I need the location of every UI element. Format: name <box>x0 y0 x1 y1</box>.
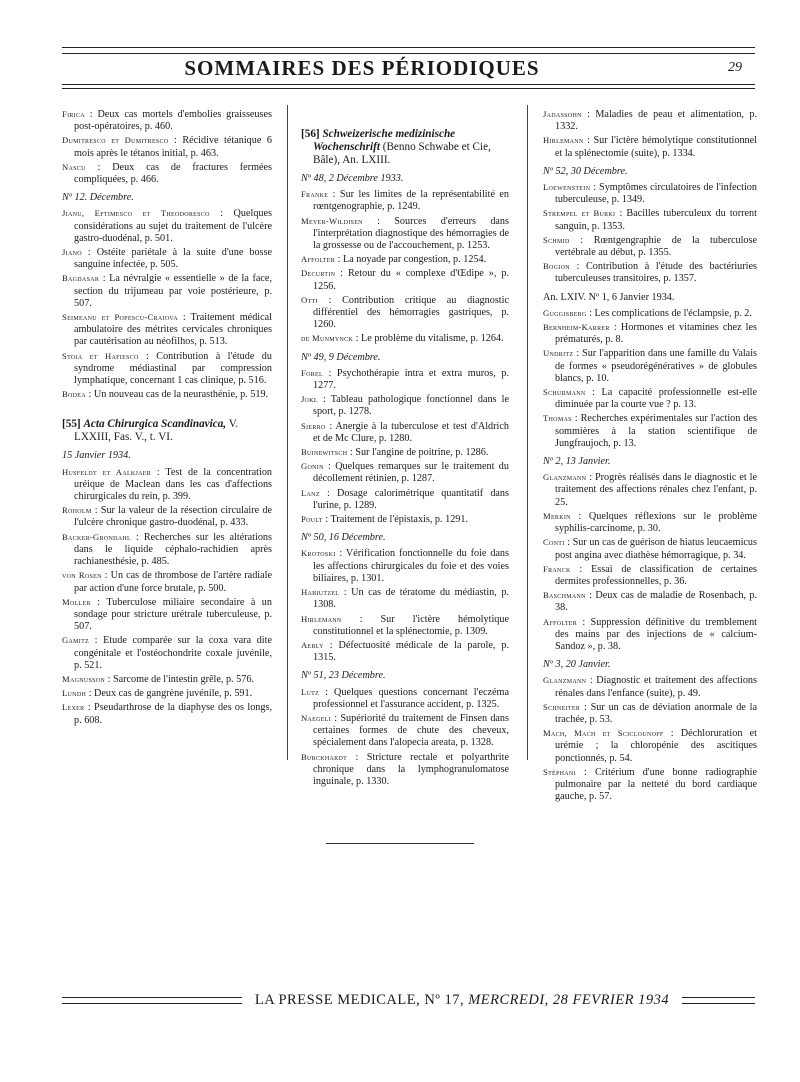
author-separator: : <box>105 673 113 685</box>
author-separator: : <box>317 394 331 406</box>
article-author: Affolter <box>543 616 578 627</box>
article-title: Tuberculose miliaire secondaire à un sondage pour stricture urétrale tuberculeuse, p. 507. <box>74 596 272 633</box>
article-entry <box>301 294 509 332</box>
author-separator: : <box>319 487 337 499</box>
article-title: La névralgie « essentielle » de la face, section du trijumeau par voie postérieure, p. 507. <box>74 273 272 309</box>
article-title: Sur l'angine de poitrine, p. 1286. <box>355 447 489 459</box>
article-entry <box>62 272 272 310</box>
journal-heading <box>62 418 272 444</box>
article-author: Firica <box>62 109 85 119</box>
article-title: Quelques questions concernant l'eczéma professionnel et l'assurance accident, p. 1325. <box>313 686 509 710</box>
footer-date: MERCREDI, 28 FEVRIER 1934 <box>468 992 670 1008</box>
article-title: Sur l'apparition dans une famille du Valais de formes « pseudorégénératives » de globules blancs, p. 10. <box>555 348 757 384</box>
article-entry <box>301 586 509 611</box>
article-entry <box>301 253 509 266</box>
article-entry <box>543 536 757 561</box>
article-author: Lundh <box>62 688 87 699</box>
article-title: Rœntgengraphie de la tuberculose vertébrale au début, p. 1355. <box>555 234 757 259</box>
article-entry <box>543 134 757 159</box>
footer-text <box>252 992 672 1009</box>
article-author: Bernheim-Karrer <box>543 322 610 333</box>
article-entry <box>543 674 757 699</box>
article-entry <box>62 466 272 504</box>
article-title: Sur la valeur de la résection circulaire de l'ulcère chronique gastro-duodénal, p. 433. <box>74 505 272 529</box>
article-author: Jiano <box>62 247 82 258</box>
article-title: Symptômes circulatoires de l'infection tuberculeuse, p. 1349. <box>555 182 757 206</box>
author-separator: : <box>335 268 348 280</box>
article-title: Pseudarthrose de la diaphyse des os longs, p. 608. <box>74 702 272 726</box>
article-entry <box>301 487 509 512</box>
author-separator: : <box>177 312 191 324</box>
article-entry <box>62 531 272 569</box>
article-title: Traitement médical ambulatoire des métrites cervicales chroniques par cautérisation au néofilhos, p. 513. <box>74 312 272 348</box>
article-title: Hormones et vitamines chez les prématurés, p. 8. <box>555 322 757 346</box>
article-author: Moller <box>62 596 91 607</box>
article-entry <box>301 712 509 750</box>
article-entry <box>543 616 757 654</box>
article-title: Sur l'ictère hémolytique constitutionnel et la splénectomie (suite), p. 1334. <box>555 135 757 159</box>
article-title: Ostéite pariétale à la suite d'une bosse sanguine infectée, p. 505. <box>74 247 272 271</box>
author-separator: : <box>590 182 600 194</box>
article-title: Sur un cas de guérison de hiatus leucaemicus post angina avec diathèse hémorragique, p. 34. <box>555 537 757 561</box>
issue-heading: Nº 51, 23 Décembre. <box>301 670 386 682</box>
article-author: Forel <box>301 367 323 378</box>
article-author: Seimeanu et Popescu-Craiova <box>62 312 178 323</box>
column-1 <box>62 108 272 728</box>
article-title: Sur les limites de la représentabilité en rœntgenographie, p. 1249. <box>313 189 509 213</box>
author-separator: : <box>85 389 94 401</box>
author-separator: : <box>335 254 343 266</box>
issue-heading: Nº 49, 9 Décembre. <box>301 351 381 363</box>
article-entry <box>543 471 757 509</box>
article-author: Habiutzel <box>301 587 340 598</box>
author-separator: : <box>86 688 95 700</box>
author-separator: : <box>319 686 335 698</box>
article-title: Essai de classification de certaines dermites professionnelles, p. 36. <box>555 563 757 587</box>
article-entry <box>301 751 509 789</box>
article-author: Schneiter <box>543 701 581 712</box>
article-author: Glanzmann <box>543 675 587 686</box>
article-title: La noyade par congestion, p. 1254. <box>343 254 487 266</box>
article-title: Quelques considérations au sujet du traitement de l'ulcère gastro-duodénal, p. 501. <box>74 208 272 244</box>
author-separator: : <box>615 208 627 220</box>
author-separator: : <box>571 413 581 425</box>
article-entry <box>543 321 757 346</box>
author-separator: : <box>585 590 596 602</box>
footer <box>62 992 755 1012</box>
article-entry <box>62 134 272 159</box>
article-title: Vérification fonctionnelle du foie dans les affections chirurgicales du foie et des voies biliaires, p. 1301. <box>313 548 509 584</box>
author-separator: : <box>317 294 343 306</box>
article-author: Franke <box>301 189 329 200</box>
article-entry <box>543 307 757 320</box>
author-separator: : <box>209 208 234 220</box>
article-author: de Munmynck <box>301 333 354 344</box>
author-separator: : <box>581 109 596 120</box>
article-entry <box>301 686 509 711</box>
article-author: von Rosen <box>62 570 102 581</box>
article-entry <box>301 420 509 445</box>
article-author: Schmid <box>543 234 570 245</box>
author-separator: : <box>101 570 111 582</box>
article-title: La capacité professionnelle est-elle diminuée par la courte vue ? p. 13. <box>555 387 757 411</box>
author-separator: : <box>91 505 101 517</box>
author-separator: : <box>138 350 157 362</box>
author-separator: : <box>609 322 621 334</box>
issue-heading: Nº 48, 2 Décembre 1933. <box>301 173 404 184</box>
author-separator: : <box>89 635 104 647</box>
author-separator: : <box>330 712 341 724</box>
article-entry <box>543 234 757 259</box>
issue-heading: 15 Janvier 1934. <box>62 450 131 462</box>
article-title: Les complications de l'éclampsie, p. 2. <box>594 307 752 319</box>
article-title: Tableau pathologique fonctionnel dans le sport, p. 1278. <box>313 394 509 418</box>
article-author: Lexer <box>62 702 85 713</box>
author-separator: : <box>569 261 586 273</box>
author-separator: : <box>570 510 589 522</box>
author-separator: : <box>586 675 597 687</box>
article-entry <box>62 701 272 726</box>
article-entry <box>301 267 509 292</box>
journal-title: Schweizerische medizinische Wochenschrift <box>313 128 456 153</box>
article-entry <box>62 311 272 349</box>
article-entry <box>62 350 272 388</box>
article-entry <box>543 181 757 206</box>
separator-rule <box>326 843 474 844</box>
article-entry <box>301 393 509 418</box>
article-entry <box>543 412 757 450</box>
article-title: Recherches sur les altérations dans le liquide céphalo-rachidien après rachianesthésie, p. 485. <box>74 531 272 568</box>
article-title: Deux cas de maladie de Rosenbach, p. 38. <box>555 590 757 614</box>
article-title: Anergie à la tuberculose et test d'Aldrich et de Mc Clure, p. 1280. <box>313 420 509 444</box>
article-author: Bodea <box>62 389 86 400</box>
footer-journal: LA PRESSE MEDICALE, <box>254 992 421 1008</box>
article-entry <box>543 727 757 765</box>
article-author: Bagdasar <box>62 273 100 284</box>
article-title: Contribution à l'étude des bactériuries tuberculeuses transitoires, p. 1357. <box>555 261 757 285</box>
article-title: Dosage calorimétrique quantitatif dans l'urine, p. 1289. <box>313 487 509 511</box>
article-author: Bogion <box>543 261 570 272</box>
article-author: Nascu <box>62 161 86 172</box>
author-separator: : <box>362 215 395 227</box>
article-author: Baschmann <box>543 590 586 601</box>
issue-heading: Nº 2, 13 Janvier. <box>543 456 611 468</box>
author-separator: : <box>339 587 352 599</box>
issue-heading: Nº 52, 30 Décembre. <box>543 165 628 177</box>
article-title: Défectuosité médicale de la parole, p. 1315. <box>313 639 509 664</box>
article-title: Maladies de peau et alimentation, p. 1332. <box>555 109 757 133</box>
article-author: Dumitresco et Dumitresco <box>62 135 169 146</box>
article-title: Diagnostic et traitement des affections rénales dans l'enfance (suite), p. 49. <box>555 675 757 699</box>
article-title: Sur un cas de déviation anormale de la trachée, p. 53. <box>555 701 757 725</box>
author-separator: : <box>347 447 356 459</box>
article-entry <box>62 634 272 672</box>
header-rule <box>62 47 755 54</box>
author-separator: : <box>583 135 594 147</box>
article-author: Magnusson <box>62 673 106 684</box>
article-author: Jianu, Eftimesco et Theodoresco <box>62 208 210 219</box>
issue-heading: Nº 50, 16 Décembre. <box>301 532 386 544</box>
journal-details: (Benno Schwabe et Cie, Bâle), An. LXIII. <box>313 141 491 166</box>
article-title: Critérium d'une bonne radiographie pulmonaire par la netteté du bord cardiaque gauche, p. 57. <box>555 766 757 803</box>
author-separator: : <box>85 161 113 173</box>
author-separator: : <box>335 548 346 560</box>
article-entry <box>62 504 272 529</box>
article-title: Sources d'erreurs dans l'interprétation diagnostique des hémorragies de la grossesse ou de l'accouchement, p. 1253. <box>313 215 509 252</box>
header-rule-lower <box>62 84 755 89</box>
author-separator: : <box>99 273 110 285</box>
article-author: Krotoski <box>301 548 336 559</box>
article-author: Lanz <box>301 487 320 498</box>
article-title: Récidive tétanique 6 mois après le tétanos initial, p. 463. <box>74 135 272 159</box>
author-separator: : <box>323 461 336 473</box>
article-title: Psychothérapie intra et extra muros, p. 1277. <box>313 367 509 392</box>
article-author: Undritz <box>543 348 574 359</box>
author-separator: : <box>81 247 97 259</box>
article-author: Decurtin <box>301 268 336 279</box>
article-author: Hirlemann <box>543 135 584 146</box>
article-title: Deux cas mortels d'embolies graisseuses post-opératoires, p. 460. <box>74 109 272 133</box>
article-entry <box>62 569 272 594</box>
article-entry <box>543 207 757 232</box>
author-separator: : <box>84 702 95 714</box>
article-title: Deux cas de gangrène juvénile, p. 591. <box>94 688 253 700</box>
author-separator: : <box>580 701 591 713</box>
article-entry <box>301 460 509 485</box>
article-title: Etude comparée sur la coxa vara dite congénitale et l'ostéochondrite coxale juvénile, p. 521. <box>74 635 272 671</box>
article-entry <box>301 215 509 253</box>
article-author: Affolter <box>301 254 336 265</box>
article-title: Bacilles tuberculeux du torrent sanguin, p. 1353. <box>555 208 757 232</box>
page-title: SOMMAIRES DES PÉRIODIQUES <box>184 56 540 80</box>
author-separator: : <box>84 109 98 120</box>
issue-heading: An. LXIV. Nº 1, 6 Janvier 1934. <box>543 291 675 303</box>
article-author: Roholm <box>62 505 92 516</box>
column-divider <box>527 105 528 760</box>
author-separator: : <box>90 596 107 608</box>
article-title: Quelques réflexions sur le problème syphilis-carcinome, p. 30. <box>555 510 757 535</box>
author-separator: : <box>586 307 595 319</box>
article-author: Aebly <box>301 639 324 650</box>
article-entry <box>62 207 272 245</box>
author-separator: : <box>353 333 362 345</box>
author-separator: : <box>325 420 336 432</box>
article-entry <box>301 639 509 664</box>
article-entry <box>62 108 272 133</box>
column-2 <box>301 108 509 789</box>
article-entry <box>543 766 757 804</box>
article-entry <box>62 687 272 700</box>
article-entry <box>301 367 509 392</box>
article-author: Strempel et Burki <box>543 208 616 219</box>
author-separator: : <box>168 135 183 147</box>
article-entry <box>301 613 509 638</box>
article-author: Schurmann <box>543 387 586 398</box>
article-author: Jadassohn <box>543 109 582 119</box>
article-entry <box>301 188 509 213</box>
article-author: Gonin <box>301 461 324 472</box>
author-separator: : <box>575 766 595 778</box>
article-title: Un nouveau cas de la neurasthénie, p. 519. <box>93 389 269 401</box>
article-entry <box>543 589 757 614</box>
article-title: Deux cas de fractures fermées compliquées, p. 466. <box>74 161 272 186</box>
article-title: Suppression définitive du tremblement des mains par des injections de « calcium-Sandoz », p. 38. <box>555 616 757 652</box>
article-title: Test de la concentration uréique de Maclean dans les cas d'affections chirurgicales du rein, p. 399. <box>74 466 273 503</box>
article-author: Franck <box>543 563 571 574</box>
article-author: Conti <box>543 537 565 548</box>
article-entry <box>301 332 509 345</box>
author-separator: : <box>570 563 592 575</box>
author-separator: : <box>322 367 337 379</box>
article-entry <box>62 596 272 634</box>
article-author: Lutz <box>301 686 320 697</box>
article-author: Guggisberg <box>543 307 587 318</box>
journal-heading <box>301 128 509 167</box>
article-title: Sarcome de l'intestin grêle, p. 576. <box>112 673 254 685</box>
journal-title: Acta Chirurgica Scandinavica, <box>83 418 227 431</box>
article-author: Gamitz <box>62 635 90 646</box>
article-author: Burckhardt <box>301 751 348 762</box>
article-title: Un cas de tératome du médiastin, p. 1308. <box>313 587 509 611</box>
article-author: Stéphani <box>543 766 576 777</box>
author-separator: : <box>573 348 583 360</box>
article-author: Poult <box>301 514 323 525</box>
issue-heading: Nº 3, 20 Janvier. <box>543 659 611 671</box>
article-title: Traitement de l'épistaxis, p. 1291. <box>330 514 469 526</box>
article-author: Hirlemann <box>301 613 342 624</box>
article-entry <box>62 388 272 401</box>
article-entry <box>543 386 757 411</box>
footer-rule-right <box>682 997 755 1004</box>
author-separator: : <box>130 531 144 543</box>
article-title: Déchloruration et urémie ; la chloropénie des ascitiques ponctionnés, p. 54. <box>555 728 757 764</box>
article-title: Stricture rectale et polyarthrite chronique dans la lymphogranulomatose inguinale, p. 1330. <box>313 751 509 787</box>
author-separator: : <box>577 616 591 628</box>
author-separator: : <box>151 466 166 478</box>
journal-details: V. LXXIII, Fas. V., t. VI. <box>74 418 239 444</box>
article-entry <box>301 513 509 526</box>
article-entry <box>543 510 757 535</box>
article-title: Contribution critique au diagnostic différentiel des hémorragies gastriques, p. 1260. <box>313 294 509 331</box>
journal-number: [55] <box>62 418 81 431</box>
article-author: Buinewitsch <box>301 447 348 458</box>
article-author: Jokl <box>301 394 318 405</box>
article-entry <box>301 446 509 459</box>
footer-issue: Nº 17, <box>424 992 465 1008</box>
article-title: Recherches expérimentales sur l'action des sommières à la station scientifique de Jungfraujoch, p. 13. <box>555 413 757 449</box>
article-entry <box>543 108 757 133</box>
author-separator: : <box>564 537 573 549</box>
article-title: Progrès réalisés dans le diagnostic et le traitement des affections rénales chez l'enfant, p. 25. <box>555 472 757 508</box>
author-separator: : <box>341 613 381 625</box>
author-separator: : <box>586 472 595 484</box>
article-title: Contribution à l'étude du syndrome médiastinal par compression lymphatique, concernant 1 cas clinique, p. 516. <box>74 350 272 387</box>
article-author: Husfeldt et Aalkjaer <box>62 466 152 477</box>
article-author: Backer-Grondahl <box>62 531 131 542</box>
issue-heading: Nº 12. Décembre. <box>62 192 134 204</box>
article-author: Loewenstein <box>543 182 591 193</box>
article-author: Naegeli <box>301 712 331 723</box>
article-title: Un cas de thrombose de l'artère radiale par action d'une force brutale, p. 500. <box>74 570 272 594</box>
author-separator: : <box>322 514 331 526</box>
page-number: 29 <box>728 60 742 75</box>
article-author: Mach, Mach et Sciclounoff <box>543 728 664 739</box>
article-entry <box>62 246 272 271</box>
article-entry <box>62 161 272 186</box>
article-entry <box>62 673 272 686</box>
author-separator: : <box>663 728 681 740</box>
article-author: Merkin <box>543 510 571 521</box>
article-entry <box>301 547 509 585</box>
article-author: Meyer-Wildisen <box>301 215 363 226</box>
article-author: Thomas <box>543 413 572 424</box>
column-divider <box>287 105 288 760</box>
article-entry <box>543 701 757 726</box>
author-separator: : <box>347 751 367 763</box>
article-title: Sur l'ictère hémolytique constitutionnel et la splénectomie, p. 1309. <box>313 613 509 637</box>
article-entry <box>543 563 757 588</box>
article-author: Stoia et Hafiesco <box>62 350 139 361</box>
article-title: Retour du « complexe d'Œdipe », p. 1256. <box>313 268 509 292</box>
author-separator: : <box>585 387 602 399</box>
author-separator: : <box>569 234 594 246</box>
author-separator: : <box>323 639 339 651</box>
article-title: Le problème du vitalisme, p. 1264. <box>361 333 504 345</box>
article-title: Quelques remarques sur le traitement du décollement rétinien, p. 1287. <box>313 461 509 485</box>
article-entry <box>543 347 757 385</box>
footer-rule-left <box>62 997 242 1004</box>
journal-number: [56] <box>301 128 320 140</box>
column-3 <box>543 108 757 804</box>
article-author: Glanzmann <box>543 472 587 483</box>
author-separator: : <box>328 189 340 201</box>
article-author: Otti <box>301 294 318 305</box>
article-author: Sierro <box>301 420 326 431</box>
article-entry <box>543 260 757 285</box>
article-title: Supériorité du traitement de Finsen dans certaines formes de chute des cheveux, spécialement dans l'alopecia areata, p. 1328. <box>313 712 509 749</box>
